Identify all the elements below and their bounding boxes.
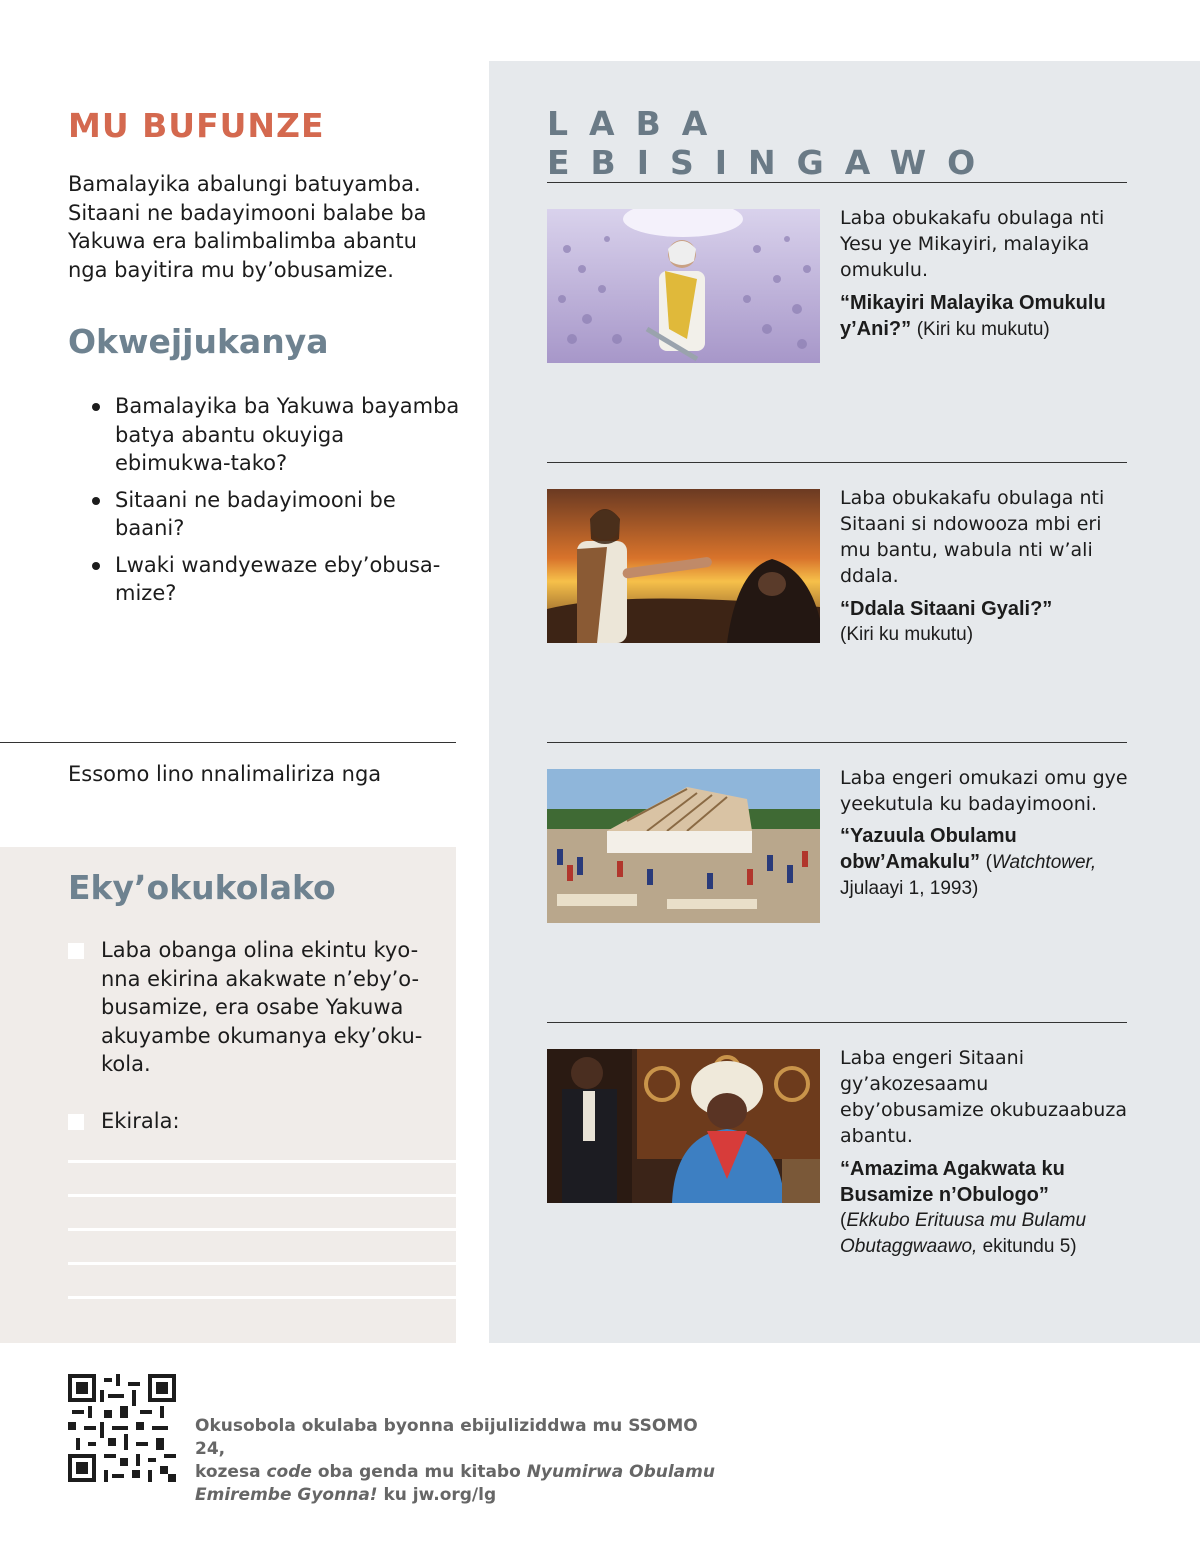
entry-source: (Kiri ku mukutu): [916, 319, 1050, 340]
explore-heading: LABA EBISINGAWO: [547, 104, 997, 182]
footer-link[interactable]: ku jw.org/lg: [377, 1485, 497, 1505]
review-question: Bamalayika ba Yakuwa bayamba batya abantu okuyiga ebimukwa-tako?: [92, 392, 460, 478]
write-line[interactable]: [68, 1194, 456, 1197]
entry-source: Jjulaayi 1, 1993): [840, 878, 979, 899]
review-questions: [92, 392, 460, 616]
explore-entry: [840, 205, 1130, 343]
entry-source: (Ekkubo Erituusa mu Bulamu Obutaggwaawo, ekitundu 5): [840, 1210, 1087, 1257]
todo-item: Laba obanga olina ekintu kyo-nna ekirina akakwate n’eby’o-busamize, era osabe Yakuwa akuyambe okumanya eky’oku-kola.: [68, 936, 428, 1079]
bullet-icon: [92, 562, 100, 570]
entry-description: Laba obukakafu obulaga nti Yesu ye Mikayiri, malayika omukulu.: [840, 207, 1105, 281]
entry-description: Laba obukakafu obulaga nti Sitaani si ndowooza mbi eri mu bantu, wabula nti w’ali ddala.: [840, 487, 1105, 587]
entry-description: Laba engeri omukazi omu gye yeekutula ku badayimooni.: [840, 767, 1128, 815]
explore-entry: [840, 485, 1130, 648]
explore-entry: [840, 1045, 1130, 1260]
entry-source: (Watchtower,: [985, 852, 1097, 873]
review-heading: Okwejjukanya: [68, 322, 329, 361]
jesus-and-satan-image[interactable]: [547, 489, 820, 643]
witchdoctor-visit-image[interactable]: [547, 1049, 820, 1203]
review-question: Lwaki wandyewaze eby’obusa-mize?: [92, 551, 460, 608]
bullet-icon: [92, 497, 100, 505]
entry-title[interactable]: “Amazima Agakwata ku Busamize n’Obulogo”: [840, 1158, 1065, 1206]
divider: [547, 462, 1127, 463]
write-line[interactable]: [68, 1160, 456, 1163]
summary-text: Bamalayika abalungi batuyamba. Sitaani ne badayimooni balabe ba Yakuwa era balimbalimba abantu nga bayitira mu by’obusamize.: [68, 172, 427, 282]
write-line[interactable]: [68, 1228, 456, 1231]
bullet-icon: [92, 403, 100, 411]
entry-title[interactable]: “Ddala Sitaani Gyali?”: [840, 598, 1053, 620]
checkbox-icon[interactable]: [68, 1114, 84, 1130]
divider: [0, 742, 456, 743]
divider: [547, 182, 1127, 183]
kingdom-hall-construction-image[interactable]: [547, 769, 820, 923]
review-question: Sitaani ne badayimooni be baani?: [92, 486, 460, 543]
divider: [547, 742, 1127, 743]
todo-item: Ekirala:: [68, 1107, 428, 1136]
qr-code-icon[interactable]: [68, 1374, 176, 1482]
entry-description: Laba engeri Sitaani gy’akozesaamu eby’obusamize okubuzaabuza abantu.: [840, 1047, 1127, 1147]
todo-panel: [0, 847, 456, 1343]
write-line[interactable]: [68, 1296, 456, 1299]
footer-note: Okusobola okulaba byonna ebijuliziddwa mu SSOMO 24, kozesa code oba genda mu kitabo Nyumirwa Obulamu Emirembe Gyonna! ku jw.org/lg: [195, 1416, 715, 1505]
checkbox-icon[interactable]: [68, 943, 84, 959]
entry-title[interactable]: “Mikayiri Malayika Omukulu y’Ani?” (Kiri ku mukutu): [840, 292, 1106, 340]
todo-heading: Eky’okukolako: [68, 868, 336, 907]
explore-entry: [840, 765, 1130, 902]
divider: [547, 1022, 1127, 1023]
write-line[interactable]: [68, 1262, 456, 1265]
archangel-michael-image[interactable]: [547, 209, 820, 363]
entry-source: (Kiri ku mukutu): [840, 624, 974, 645]
entry-title[interactable]: “Yazuula Obulamu obw’Amakulu” (Watchtower,: [840, 825, 1097, 873]
completion-date-prompt: Essomo lino nnalimaliriza nga: [68, 762, 382, 786]
summary-heading: MU BUFUNZE: [68, 106, 325, 145]
